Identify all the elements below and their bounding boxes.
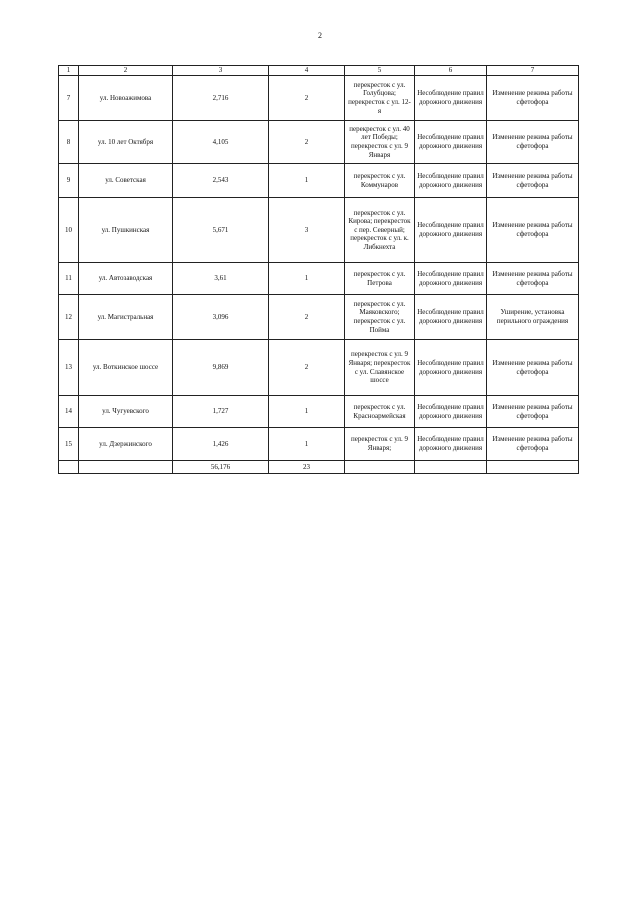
measure-text: Изменение режима работы сфетофора [487,428,579,461]
count-value: 1 [269,263,345,295]
count-value: 1 [269,428,345,461]
reason-text: Несоблюдение правил дорожного движения [415,121,487,164]
table-row [59,428,579,461]
length-value: 4,105 [173,121,269,164]
location-text: перекресток с ул. 9 Января; [345,428,415,461]
road-accident-table [58,65,579,474]
header-cell-7: 7 [487,66,579,76]
street-name: ул. Чугуевского [79,396,173,428]
location-text: перекресток с ул. Голубцова; перекресток с ул. 12-я [345,76,415,121]
page-number: 2 [318,31,322,40]
total-blank-2 [79,461,173,474]
header-cell-3: 3 [173,66,269,76]
header-cell-6: 6 [415,66,487,76]
header-cell-1: 1 [59,66,79,76]
location-text: перекресток с ул. 9 Января; перекресток с ул. Славянское шоссе [345,340,415,396]
count-value: 3 [269,198,345,263]
reason-text: Несоблюдение правил дорожного движения [415,396,487,428]
total-length: 56,176 [173,461,269,474]
location-text: перекресток с ул. Маяковского; перекресток с ул. Пойма [345,295,415,340]
length-value: 5,671 [173,198,269,263]
street-name: ул. 10 лет Октября [79,121,173,164]
table-row [59,263,579,295]
row-number: 11 [59,263,79,295]
reason-text: Несоблюдение правил дорожного движения [415,428,487,461]
total-row [59,461,579,474]
length-value: 1,727 [173,396,269,428]
count-value: 1 [269,396,345,428]
total-count: 23 [269,461,345,474]
street-name: ул. Магистральная [79,295,173,340]
count-value: 1 [269,164,345,198]
total-blank-5 [345,461,415,474]
table-row [59,164,579,198]
location-text: перекресток с ул. Коммунаров [345,164,415,198]
length-value: 2,716 [173,76,269,121]
count-value: 2 [269,76,345,121]
table-row [59,396,579,428]
total-blank-7 [487,461,579,474]
location-text: перекресток с ул. Кирова; перекресток с пер. Северный; перекресток с ул. к. Либкнехта [345,198,415,263]
measure-text: Изменение режима работы сфетофора [487,396,579,428]
measure-text: Изменение режима работы сфетофора [487,164,579,198]
row-number: 13 [59,340,79,396]
location-text: перекресток с ул. Красноармейская [345,396,415,428]
street-name: ул. Новоажимова [79,76,173,121]
length-value: 1,426 [173,428,269,461]
row-number: 14 [59,396,79,428]
measure-text: Изменение режима работы сфетофора [487,198,579,263]
count-value: 2 [269,295,345,340]
row-number: 12 [59,295,79,340]
count-value: 2 [269,121,345,164]
reason-text: Несоблюдение правил дорожного движения [415,76,487,121]
row-number: 8 [59,121,79,164]
reason-text: Несоблюдение правил дорожного движения [415,263,487,295]
street-name: ул. Дзержинского [79,428,173,461]
measure-text: Изменение режима работы сфетофора [487,76,579,121]
header-cell-5: 5 [345,66,415,76]
table-row [59,76,579,121]
measure-text: Изменение режима работы сфетофора [487,263,579,295]
total-blank-1 [59,461,79,474]
location-text: перекресток с ул. Петрова [345,263,415,295]
street-name: ул. Пушкинская [79,198,173,263]
reason-text: Несоблюдение правил дорожного движения [415,164,487,198]
reason-text: Несоблюдение правил дорожного движения [415,198,487,263]
table-row [59,340,579,396]
table-row [59,295,579,340]
length-value: 3,096 [173,295,269,340]
reason-text: Несоблюдение правил дорожного движения [415,295,487,340]
row-number: 7 [59,76,79,121]
measure-text: Уширение, установка перильного ограждения [487,295,579,340]
length-value: 2,543 [173,164,269,198]
length-value: 9,869 [173,340,269,396]
measure-text: Изменение режима работы сфетофора [487,121,579,164]
total-blank-6 [415,461,487,474]
count-value: 2 [269,340,345,396]
header-cell-4: 4 [269,66,345,76]
row-number: 10 [59,198,79,263]
reason-text: Несоблюдение правил дорожного движения [415,340,487,396]
row-number: 15 [59,428,79,461]
length-value: 3,61 [173,263,269,295]
row-number: 9 [59,164,79,198]
measure-text: Изменение режима работы сфетофора [487,340,579,396]
header-cell-2: 2 [79,66,173,76]
location-text: перекресток с ул. 40 лет Победы; перекресток с ул. 9 Января [345,121,415,164]
street-name: ул. Автозаводская [79,263,173,295]
table-row [59,121,579,164]
table-row [59,198,579,263]
street-name: ул. Воткинское шоссе [79,340,173,396]
header-row [59,66,579,76]
street-name: ул. Советская [79,164,173,198]
